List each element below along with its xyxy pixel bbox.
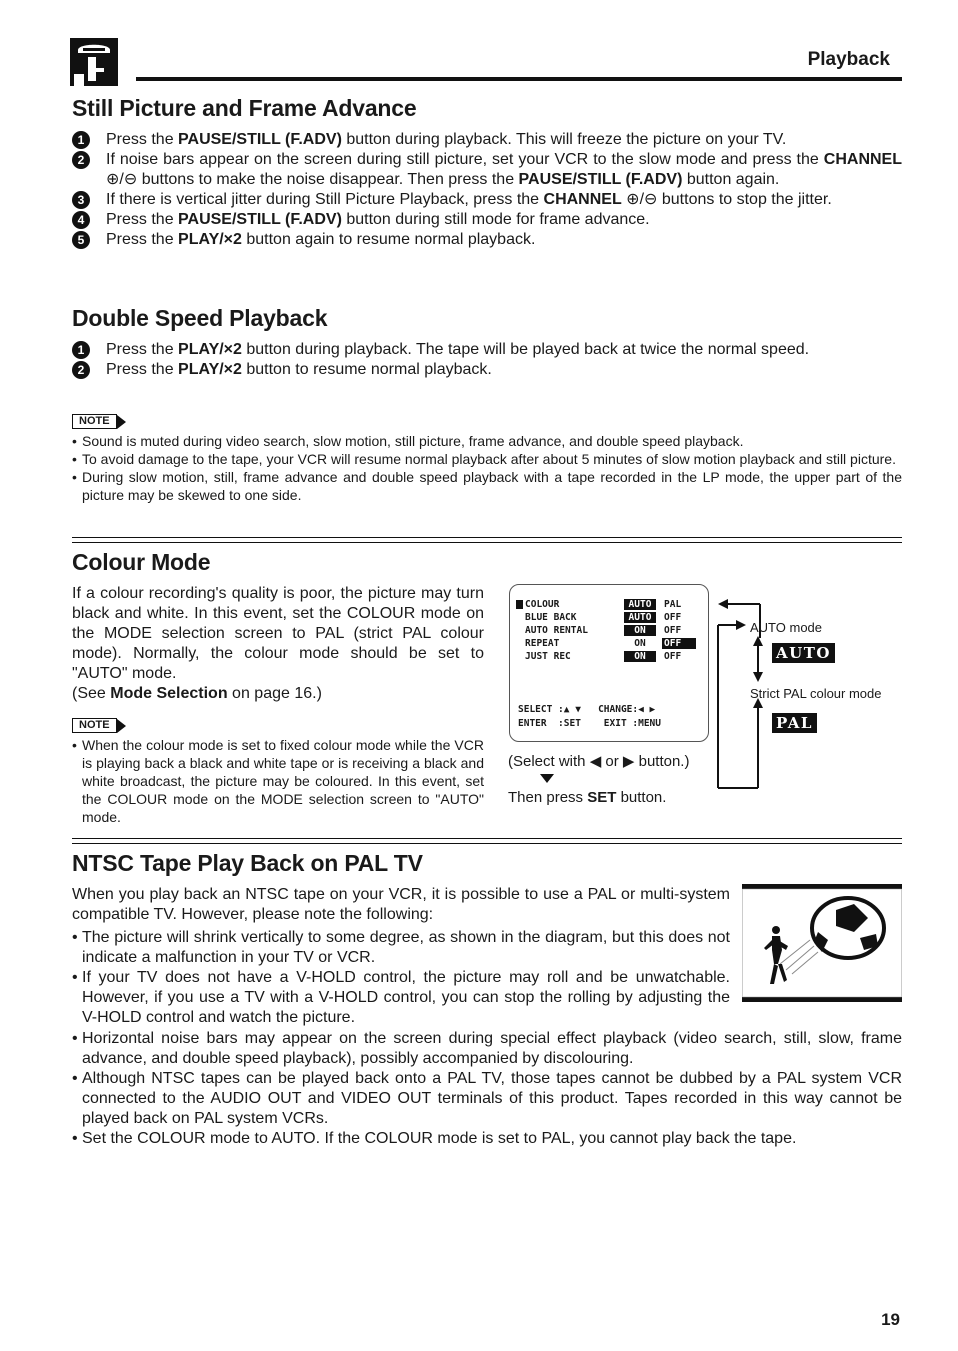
auto-mode-label: AUTO mode [750,620,823,635]
note-arrow-icon [117,719,126,733]
note-label [72,718,126,733]
osd-label: JUST REC [525,651,571,662]
osd-value: AUTO [624,599,656,610]
osd-label: COLOUR [525,599,560,610]
colour-note-list [72,736,484,826]
step-text: If noise bars appear on the screen during still picture, set your VCR to the slow mode and press the [106,151,824,168]
section-divider [72,838,902,844]
osd-value: OFF [662,638,696,649]
step-text: button during still mode for frame advance. [341,211,650,228]
osd-row [510,638,708,650]
step-text: Press the [106,341,179,358]
step-bold: PLAY/×2 [178,361,242,378]
ntsc-title: NTSC Tape Play Back on PAL TV [72,850,423,876]
step-bold: CHANNEL [543,191,622,208]
osd-value: OFF [664,625,682,636]
note-item: • Sound is muted during video search, slow motion, still picture, frame advance, and double speed playback. [72,432,902,450]
down-arrow-icon [540,774,554,786]
ntsc-list-narrow [72,928,730,1028]
ntsc-item: • If your TV does not have a V-HOLD control, the picture may roll and be unwatchable. However, if you use a TV with a V-HOLD control, you can stop the rolling by adjusting the V-HOLD control and watch the picture. [72,968,730,1028]
shrunk-picture-illustration [742,884,902,1006]
step-number: 4 [72,211,90,229]
note-item: • To avoid damage to the tape, your VCR will resume normal playback after about 5 minutes of slow motion playback and still picture. [72,450,902,468]
osd-value: ON [624,625,656,636]
step-bold: CHANNEL [823,151,902,168]
step-bold: PAUSE/STILL (F.ADV) [178,211,342,228]
ntsc-item: • Horizontal noise bars may appear on the screen during special effect playback (video search, still, slow, frame advance, and double speed playback), possibly accompanied by discolouring. [72,1029,902,1069]
pal-mode-label: Strict PAL colour mode [750,686,882,701]
note-label-text: NOTE [72,414,117,429]
still-step [72,150,902,190]
step-bold: PLAY/×2 [178,231,242,248]
step-bold: PAUSE/STILL (F.ADV) [178,131,342,148]
osd-row [510,625,708,637]
ntsc-intro: When you play back an NTSC tape on your VCR, it is possible to use a PAL or multi-system compatible TV. However, please note the following: [72,886,730,923]
double-step [72,340,902,360]
see-text: (See [72,685,111,702]
see-text: on page 16.) [227,685,322,702]
step-number: 5 [72,231,90,249]
ntsc-list-wide [72,1029,902,1149]
step-bold: PLAY/×2 [178,341,242,358]
step-number: 1 [72,341,90,359]
osd-row [510,651,708,663]
colour-title: Colour Mode [72,549,211,575]
step-text: button during playback. The tape will be played back at twice the normal speed. [241,341,810,358]
then-text: Then press [508,789,588,806]
still-step [72,210,902,230]
step-text: Press the [106,361,179,378]
ntsc-item: • Set the COLOUR mode to AUTO. If the COLOUR mode is set to PAL, you cannot play back the tape. [72,1129,902,1149]
double-step [72,360,902,380]
step-bold: PAUSE/STILL (F.ADV) [518,171,683,188]
section-divider [72,537,902,543]
auto-mode-box: AUTO [772,643,835,663]
vcr-playback-icon [70,38,118,86]
step-number: 3 [72,191,90,209]
double-steps [72,340,902,380]
step-text: Press the [106,131,179,148]
osd-label: AUTO RENTAL [525,625,588,636]
step-number: 2 [72,151,90,169]
colour-text: If a colour recording's quality is poor, the picture may turn black and white. In this event, set the COLOUR mode on the MODE selection screen to PAL (strict PAL colour mode). Normally, the colour mode should be set to "AUTO" mode. [72,585,484,682]
step-text: button again to resume normal playback. [241,231,536,248]
osd-label: BLUE BACK [525,612,577,623]
step-text: Press the [106,211,179,228]
osd-row [510,612,708,624]
colour-paragraph [72,584,484,704]
cursor-icon [516,600,523,609]
note1-list [72,432,902,504]
step-number: 2 [72,361,90,379]
osd-value: ON [624,651,656,662]
osd-label: REPEAT [525,638,560,649]
double-title: Double Speed Playback [72,305,328,331]
up-arrow-icon [753,636,763,646]
osd-value: AUTO [624,612,656,623]
osd-footer-enter: ENTER :SET EXIT :MENU [518,718,661,729]
mode-selection-screen [509,584,709,742]
note-label-text: NOTE [72,718,117,733]
note-label [72,414,126,429]
see-bold: Mode Selection [110,685,228,702]
page-number: 19 [881,1310,900,1329]
osd-value: ON [634,638,646,649]
step-text: ⊕/⊖ buttons to stop the jitter. [621,191,832,208]
still-step [72,230,902,250]
osd-value: OFF [664,651,682,662]
still-step [72,130,902,150]
note-item: • When the colour mode is set to fixed colour mode while the VCR is playing back a black and white tape or is receiving a black and white broadcast, the picture may be coloured. In this event, set the COLOUR mode on the MODE selection screen to "AUTO" mode. [72,736,484,826]
note-arrow-icon [117,415,126,429]
step-text: ⊕/⊖ buttons to make the noise disappear. Then press the [106,171,519,188]
osd-value: OFF [664,612,682,623]
note-item: • During slow motion, still, frame advance and double speed playback with a tape recorded in the LP mode, the upper part of the picture may be skewed to one side. [72,468,902,504]
still-title: Still Picture and Frame Advance [72,95,417,121]
step-text: Press the [106,231,179,248]
step-number: 1 [72,131,90,149]
step-text: button to resume normal playback. [241,361,492,378]
then-press-instruction [508,789,666,807]
ntsc-item: • Although NTSC tapes can be played back onto a PAL TV, those tapes cannot be dubbed by a PAL system VCR connected to the AUDIO OUT and VIDEO OUT terminals of this product. Tapes recorded in this way cannot be played back on PAL system VCRs. [72,1069,902,1129]
osd-row [510,599,708,611]
step-text: button again. [682,171,780,188]
then-text: button. [616,789,667,806]
still-steps [72,130,902,250]
step-text: button during playback. This will freeze the picture on your TV. [341,131,787,148]
ntsc-item: • The picture will shrink vertically to some degree, as shown in the diagram, but this does not indicate a malfunction in your TV or VCR. [72,928,730,968]
header-rule [136,77,902,81]
osd-value: PAL [664,599,682,610]
select-instruction: (Select with ◀ or ▶ button.) [508,753,690,770]
pal-mode-box: PAL [772,713,817,733]
then-bold: SET [587,789,617,806]
osd-footer-select: SELECT :▲ ▼ CHANGE:◀ ▶ [518,704,656,715]
step-text: If there is vertical jitter during Still Picture Playback, press the [106,191,544,208]
section-label: Playback [807,49,890,70]
still-step [72,190,902,210]
